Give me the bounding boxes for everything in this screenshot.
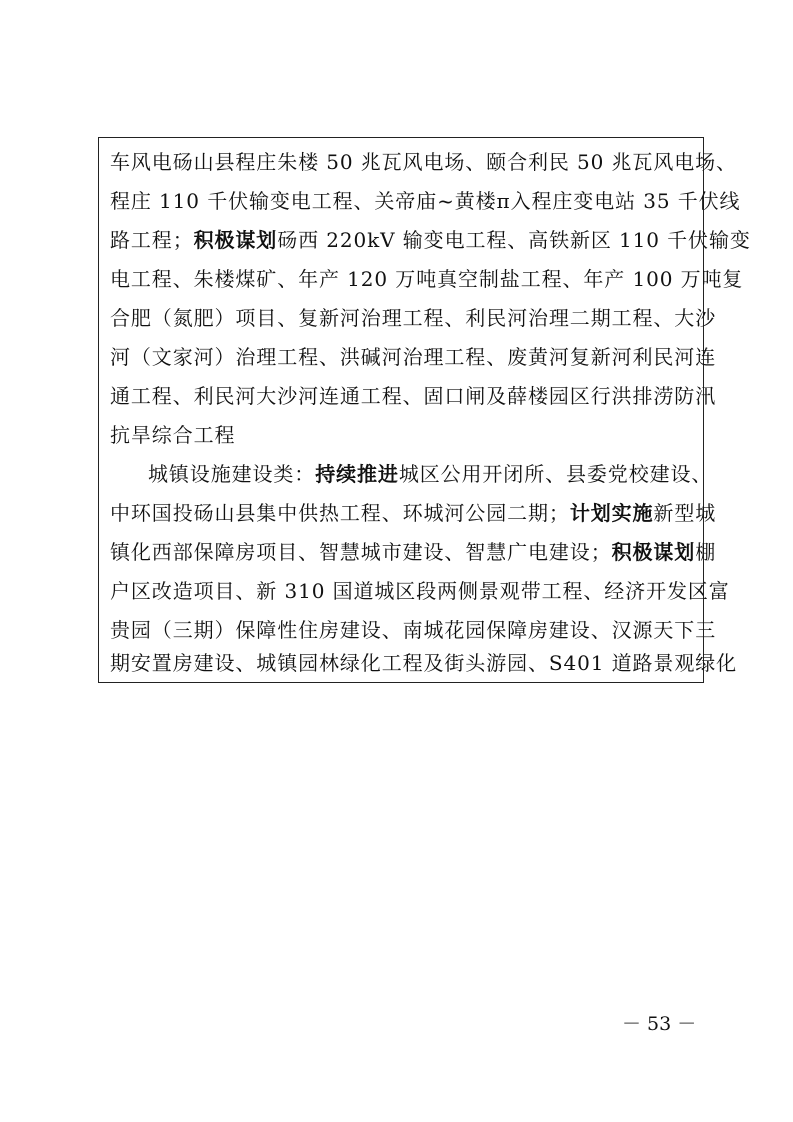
paragraph-line [110,495,717,531]
text-run: 合肥（氮肥）项目、复新河治理工程、利民河治理二期工程、大沙 [110,306,717,330]
paragraph-line [110,300,717,336]
paragraph-line [110,378,717,414]
paragraph-line [110,183,741,219]
text-run: 中环国投砀山县集中供热工程、环城河公园二期； [110,501,570,525]
text-run: 砀西 220kV 输变电工程、高铁新区 110 千伏输变 [277,228,751,252]
text-run: 河（文家河）治理工程、洪碱河治理工程、废黄河复新河利民河连 [110,345,717,369]
bold-keyword: 计划实施 [569,501,654,525]
text-run: 棚 [695,540,717,564]
paragraph-line [110,222,751,258]
paragraph-line [110,261,744,297]
text-run: 城镇设施建设类： [148,462,316,486]
text-run: 车风电砀山县程庄朱楼 50 兆瓦风电场、颐合利民 50 兆瓦风电场、 [110,150,737,174]
paragraph-line [110,534,717,570]
paragraph-line [110,339,717,375]
text-run: 镇化西部保障房项目、智慧城市建设、智慧广电建设； [110,540,612,564]
text-run: 抗旱综合工程 [110,423,236,447]
paragraph-line [110,417,695,453]
page-number: － 53 － [622,1013,697,1035]
paragraph-line [110,612,717,648]
bold-keyword: 积极谋划 [193,228,278,252]
paragraph-line [110,645,738,681]
text-run: 电工程、朱楼煤矿、年产 120 万吨真空制盐工程、年产 100 万吨复 [110,267,744,291]
paragraph-line [110,573,730,609]
text-run: 户区改造项目、新 310 国道城区段两侧景观带工程、经济开发区富 [110,579,730,603]
text-run: 贵园（三期）保障性住房建设、南城花园保障房建设、汉源天下三 [110,618,717,642]
text-run: 程庄 110 千伏输变电工程、关帝庙~黄楼π入程庄变电站 35 千伏线 [110,189,741,213]
text-run: 期安置房建设、城镇园林绿化工程及街头游园、S401 道路景观绿化 [110,651,738,675]
paragraph-line [110,456,713,492]
text-run: 路工程； [110,228,194,252]
bold-keyword: 积极谋划 [611,540,696,564]
text-run: 城区公用开闭所、县委党校建设、 [398,462,713,486]
paragraph-line [110,144,737,180]
bold-keyword: 持续推进 [315,462,399,486]
text-run: 新型城 [653,501,717,525]
text-run: 通工程、利民河大沙河连通工程、固口闸及薛楼园区行洪排涝防汛 [110,384,717,408]
